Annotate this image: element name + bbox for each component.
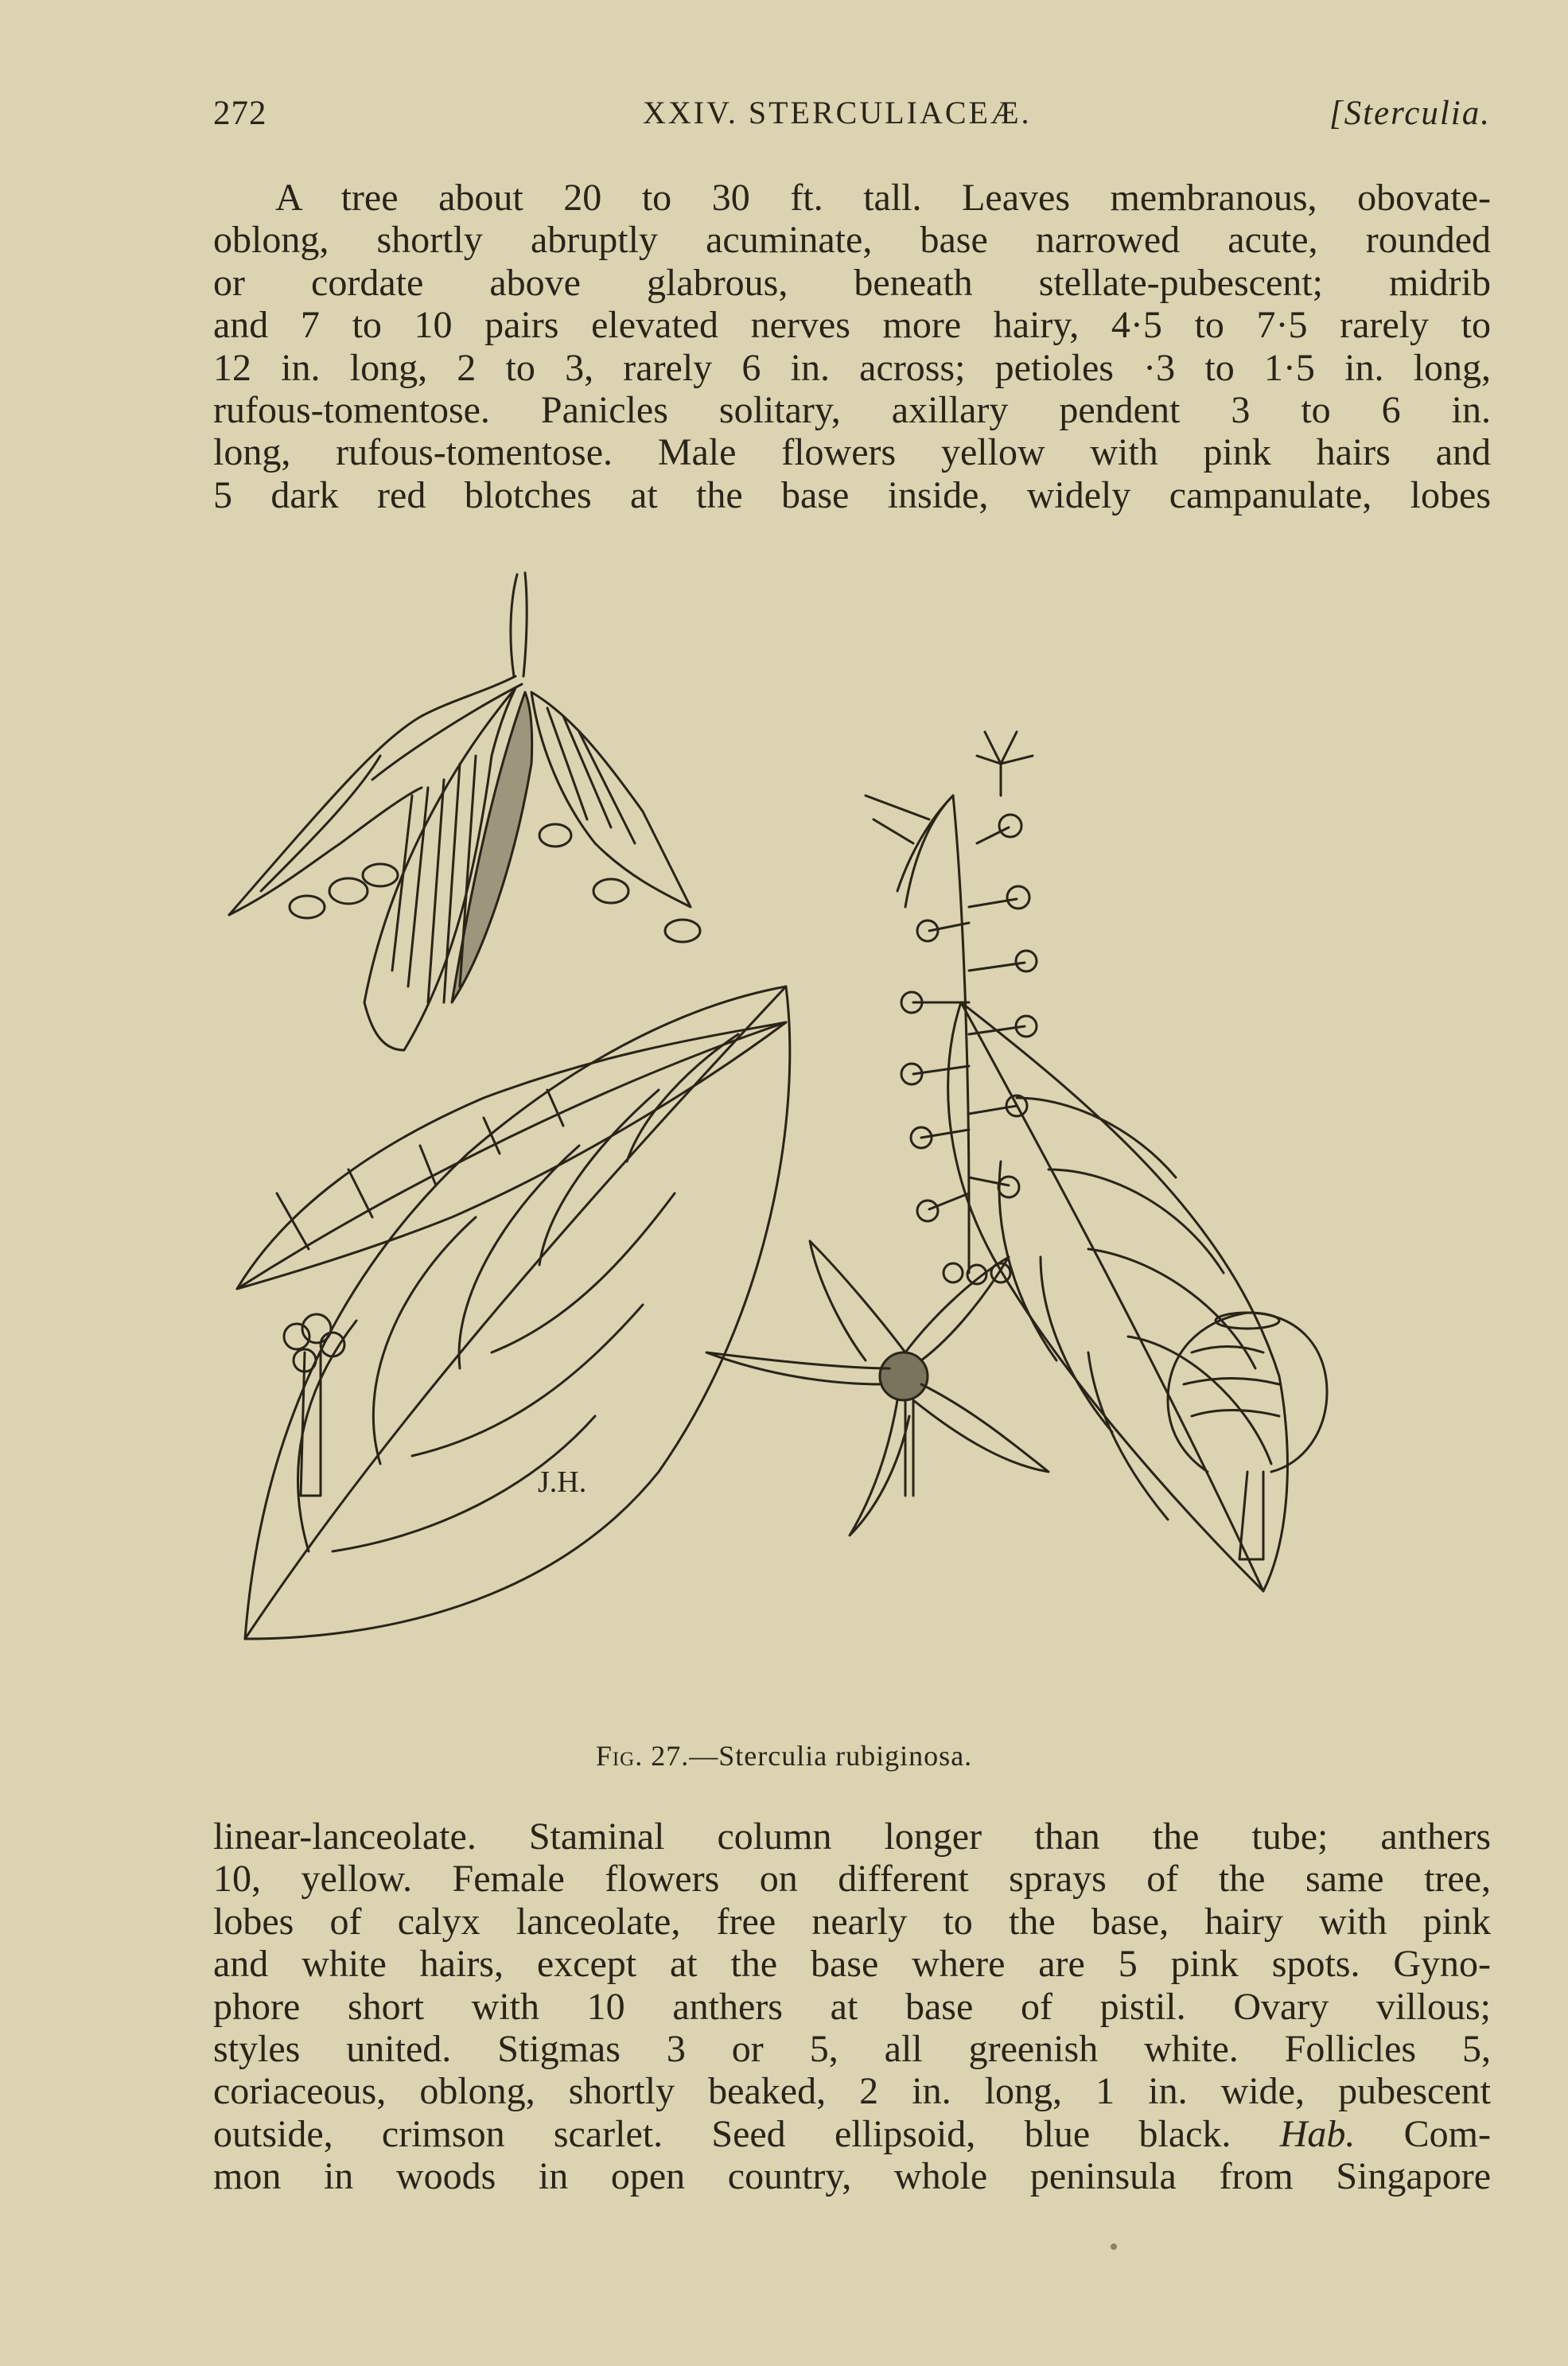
- habitat-label: Hab.: [1279, 2112, 1356, 2155]
- figure-caption: [0, 1739, 1568, 1773]
- figure-number: Fig. 27.: [595, 1740, 690, 1772]
- panicle-drawing: [866, 732, 1037, 1284]
- top-paragraph: [213, 177, 1491, 516]
- text-line: coriaceous, oblong, shortly beaked, 2 in. long, 1 in. wide, pubescent: [213, 2070, 1491, 2113]
- running-header: [213, 94, 1491, 142]
- text-line: 5 dark red blotches at the base inside, widely campanulate, lobes: [213, 473, 1491, 516]
- section-title: XXIV. STERCULIACEÆ.: [643, 95, 1032, 130]
- text-line: 12 in. long, 2 to 3, rarely 6 in. across; petioles ·3 to 1·5 in. long,: [213, 346, 1491, 389]
- text-line: rufous-tomentose. Panicles solitary, axillary pendent 3 to 6 in.: [213, 388, 1491, 431]
- flower-drawing: [706, 1241, 1049, 1535]
- text-line: mon in woods in open country, whole peninsula from Singapore: [213, 2155, 1491, 2198]
- text-line: 10, yellow. Female flowers on different sprays of the same tree,: [213, 1858, 1491, 1901]
- bottom-paragraph: [213, 1815, 1491, 2198]
- text-line: styles united. Stigmas 3 or 5, all greenish white. Follicles 5,: [213, 2027, 1491, 2070]
- text-line: long, rufous-tomentose. Male flowers yellow with pink hairs and: [213, 431, 1491, 474]
- text-line: A tree about 20 to 30 ft. tall. Leaves membranous, obovate-: [275, 177, 1491, 219]
- page-speck: [1111, 2243, 1117, 2250]
- text-line: or cordate above glabrous, beneath stellate-pubescent; midrib: [213, 261, 1491, 304]
- genus-header: [Sterculia.: [1329, 95, 1491, 132]
- figure-title: —Sterculia rubiginosa.: [689, 1740, 973, 1772]
- text-line: and white hairs, except at the base where are 5 pink spots. Gyno-: [213, 1943, 1491, 1986]
- text-line: lobes of calyx lanceolate, free nearly to the base, hairy with pink: [213, 1900, 1491, 1943]
- text-line: and 7 to 10 pairs elevated nerves more hairy, 4·5 to 7·5 rarely to: [213, 304, 1491, 347]
- follicle-cluster-drawing: [229, 573, 700, 1050]
- text-line: linear-lanceolate. Staminal column longer than the tube; anthers: [213, 1815, 1491, 1858]
- botanical-illustration: [213, 557, 1502, 1734]
- habitat-text-start: Com-: [1355, 2112, 1492, 2155]
- page-number: 272: [213, 95, 267, 132]
- staminal-column-drawing: [284, 1314, 344, 1496]
- artist-initials: J.H.: [538, 1465, 587, 1499]
- text-line-start: outside, crimson scarlet. Seed ellipsoid, blue black.: [213, 2112, 1231, 2155]
- pistil-drawing: [1168, 1313, 1327, 1559]
- text-line-hab: [213, 2113, 1491, 2155]
- text-line: phore short with 10 anthers at base of pistil. Ovary villous;: [213, 1985, 1491, 2028]
- text-line: oblong, shortly abruptly acuminate, base narrowed acute, rounded: [213, 219, 1491, 262]
- leaf-drawing: [237, 986, 1287, 1639]
